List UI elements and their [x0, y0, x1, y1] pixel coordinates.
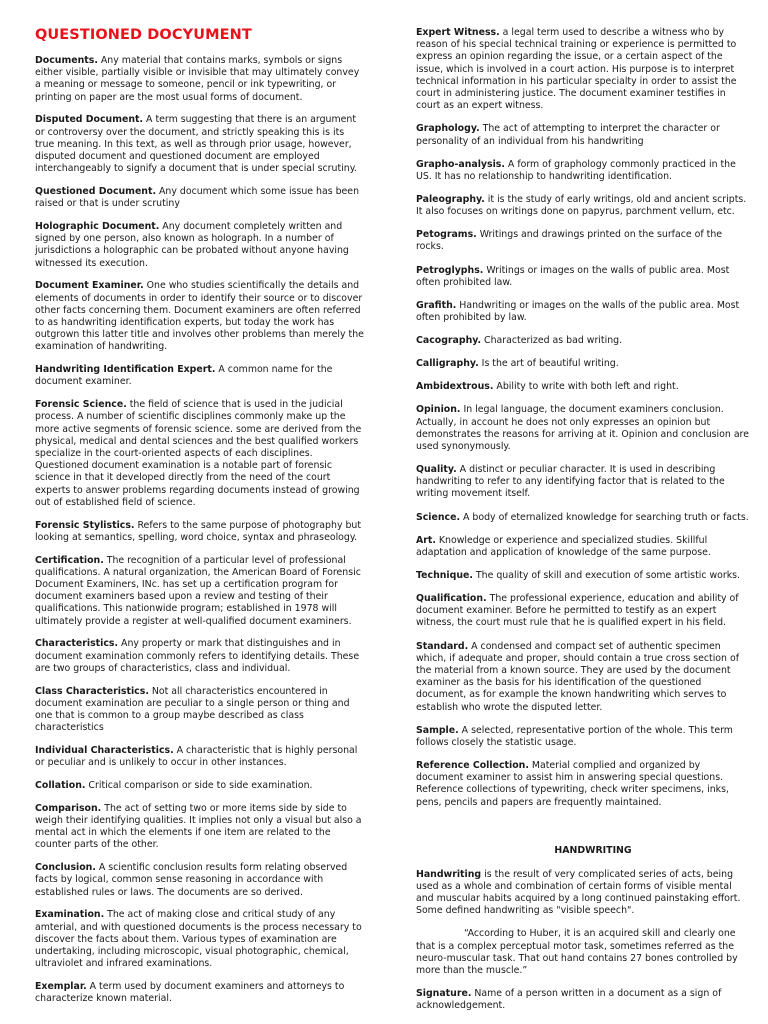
- definition-entry: [35, 803, 365, 852]
- definition-term: Questioned Document.: [35, 186, 157, 198]
- definition-text: Knowledge or experience and specialized studies. Skillful adaptation and application of knowledge of the same purpose.: [416, 534, 711, 558]
- definition-entry: [35, 981, 365, 1005]
- definition-text: Material complied and organized by document examiner to assist him in answering special questions. Reference collections of typewriting, check writer specimens, inks, pens, pencils and papers are frequently maintained.: [416, 759, 729, 808]
- definition-entry: [416, 194, 750, 218]
- definition-entry: [416, 229, 750, 253]
- definition-entry: [35, 638, 365, 675]
- definition-term: Signature.: [416, 988, 472, 1000]
- spacer: [416, 820, 750, 839]
- definition-entry: [416, 512, 750, 524]
- definition-text: Any material that contains marks, symbols or signs either visible, partially visible or invisible that may ultimately convey a meaning or message to someone, pencil or ink typewriting, or printing on paper are the most usual forms of document.: [35, 55, 360, 103]
- definition-term: Forensic Science.: [35, 399, 127, 411]
- definition-term: Characteristics.: [35, 638, 119, 650]
- definition-term: Quality.: [416, 464, 457, 476]
- definition-text: Refers to the same purpose of photography but looking at semantics, spelling, word choice, syntax and phraseology.: [35, 519, 362, 543]
- definition-text: Any property or mark that distinguishes and in document examination commonly refers to identifying details. These are two groups of characteristics, class and individual.: [35, 638, 360, 674]
- definition-entry: [416, 123, 750, 147]
- definition-term: Ambidextrous.: [416, 381, 494, 393]
- definition-term: Class Characteristics.: [35, 685, 149, 697]
- definition-text: Handwriting or images on the walls of the public area. Most often prohibited by law.: [416, 299, 740, 323]
- right-column: [416, 27, 750, 1023]
- definition-text: A term used by document examiners and attorneys to characterize known material.: [35, 981, 345, 1005]
- definition-entry: [35, 686, 365, 735]
- definition-text: The professional experience, education and ability of document examiner. Before he permitted to testify as an expert witness, the court must rule that he is qualified expert in his field.: [416, 593, 739, 629]
- left-entries: [35, 55, 365, 1006]
- definition-text: The act of making close and critical study of any amterial, and with questioned documents is the process necessary to discover the facts about them. Various types of examination are undertaking, including microscopic, visual photographic, chemical, ultraviolet and infrared examinations.: [35, 909, 362, 970]
- definition-term: Reference Collection.: [416, 759, 529, 771]
- definition-entry: [416, 535, 750, 559]
- definition-entry: [416, 358, 750, 370]
- definition-text: Name of a person written in a document as a sign of acknowledgement.: [416, 988, 722, 1012]
- definition-text: A body of eternalized knowledge for searching truth or facts.: [460, 511, 749, 523]
- definition-text: Characterized as bad writing.: [481, 335, 623, 347]
- definition-entry: [35, 364, 365, 388]
- definition-term: Opinion.: [416, 404, 461, 416]
- definition-entry: [416, 300, 750, 324]
- definition-text: Not all characteristics encountered in document examination are peculiar to a single person or thing and one that is common to a group maybe described as class characteristics: [35, 685, 350, 734]
- definition-entry: [416, 641, 750, 714]
- definition-term: Certification.: [35, 554, 104, 566]
- definition-entry: [416, 760, 750, 809]
- definition-text: Is the art of beautiful writing.: [478, 358, 619, 370]
- definition-text: One who studies scientifically the details and elements of documents in order to identify their source or to discover other facts concerning them. Document examiners are often referred to as handwriting identification experts, but today the work has outgrown this latter title and involves other problems than merely the examination of handwriting.: [35, 280, 364, 353]
- definition-text: Any document which some issue has been raised or that is under scrutiny: [35, 186, 360, 210]
- definition-term: Cacography.: [416, 335, 482, 347]
- definition-term: Science.: [416, 511, 461, 523]
- definition-entry: [35, 555, 365, 628]
- definition-entry: [35, 745, 365, 769]
- definition-entry: [35, 221, 365, 270]
- definition-text: A term suggesting that there is an argument or controversy over the document, and strictly speaking this is its true meaning. In this text, as well as through prior usage, however, disputed document and questioned document are employed interchangeably to signify a document that is under special scrutiny.: [35, 114, 357, 175]
- definition-text: The act of attempting to interpret the character or personality of an individual from his handwriting: [416, 123, 720, 147]
- definition-entry: [416, 27, 750, 112]
- definition-text: A distinct or peculiar character. It is used in describing handwriting to refer to any identifying factor that is related to the writing movement itself.: [416, 464, 725, 500]
- definition-term: Comparison.: [35, 802, 102, 814]
- page-title: QUESTIONED DOCYUMENT: [35, 27, 252, 43]
- definition-text: Any document completely written and signed by one person, also known as holograph. In a number of jurisdictions a holographic can be probated without anyone having witnessed its execution.: [35, 221, 349, 269]
- definition-text: A common name for the document examiner.: [35, 364, 333, 388]
- definition-term: Disputed Document.: [35, 114, 144, 126]
- definition-entry: [35, 55, 365, 104]
- definition-text: the field of science that is used in the judicial process. A number of scientific disciplines commonly make up the more active segments of forensic science. some are derived from the physical, medical and dental sciences and the best qualified workers specialize in the court-oriented aspects of each disciplines. Questioned document examination is a notable part of forensic science in that it developed directly from the need of the court experts to answer problems regarding documents instead of growing out of established field of science.: [35, 399, 362, 508]
- definition-text: Writings or images on the walls of public area. Most often prohibited law.: [416, 264, 730, 288]
- definition-entry: [416, 335, 750, 347]
- definition-term: Standard.: [416, 640, 469, 652]
- definition-term: Document Examiner.: [35, 280, 144, 292]
- definition-term: Graphology.: [416, 123, 480, 135]
- definition-text: The act of setting two or more items side by side to weigh their identifying qualities. It implies not only a visual but also a mental act in which the elements if one item are related to the counter parts of the other.: [35, 802, 362, 851]
- definition-term: Collation.: [35, 780, 86, 792]
- huber-quote: “According to Huber, it is an acquired skill and clearly one that is a complex perceptual motor task, sometimes referred as the neuro-muscular task. That out hand contains 27 bones controlled by more than the muscle.”: [416, 928, 738, 976]
- definition-entry: [416, 381, 750, 393]
- section-heading-handwriting: HANDWRITING: [554, 844, 632, 856]
- definition-text: The recognition of a particular level of professional qualifications. A natural organization, the American Board of Forensic Document Examiners, INc. has set up a certification program for document examiners based upon a review and testing of their qualifications. This nationwide program; established in 1978 will ultimately provide a register at well-qualified document examiners.: [35, 554, 361, 627]
- definition-term: Holographic Document.: [35, 221, 160, 233]
- definition-term: Calligraphy.: [416, 358, 479, 370]
- definition-entry-handwriting: [416, 869, 750, 918]
- definition-entry: [416, 570, 750, 582]
- definition-entry: [35, 780, 365, 792]
- definition-term: Grapho-analysis.: [416, 158, 505, 170]
- definition-term: Individual Characteristics.: [35, 745, 174, 757]
- definition-term: Exemplar.: [35, 981, 87, 993]
- definition-term: Handwriting: [416, 868, 482, 880]
- definition-entry: [416, 593, 750, 630]
- definition-entry: [35, 520, 365, 544]
- definition-term: Conclusion.: [35, 862, 96, 874]
- definition-entry: [35, 280, 365, 353]
- definition-text: Writings and drawings printed on the surface of the rocks.: [416, 229, 723, 253]
- definition-entry: [416, 404, 750, 453]
- definition-text: A condensed and compact set of authentic specimen which, if adequate and proper, should contain a true cross section of the material from a known source. They are used by the document examiner as the basis for his identification of the questioned document, as for example the known handwriting which serves to establish who wrote the disputed letter.: [416, 640, 739, 713]
- definition-entry: [35, 862, 365, 899]
- definition-term: Grafith.: [416, 299, 457, 311]
- definition-entry: [35, 399, 365, 509]
- definition-text: A form of graphology commonly practiced in the US. It has no relationship to handwriting identification.: [416, 158, 736, 182]
- definition-term: Art.: [416, 534, 436, 546]
- definition-term: Handwriting Identification Expert.: [35, 364, 216, 376]
- definition-entry: [416, 159, 750, 183]
- definition-entry: [416, 725, 750, 749]
- definition-entry: [35, 909, 365, 970]
- definition-text: A scientific conclusion results form relating observed facts by logical, common sense reasoning in accordance with established rules or laws. The documents are so derived.: [35, 862, 348, 898]
- definition-entry: [35, 114, 365, 175]
- definition-term: Technique.: [416, 569, 473, 581]
- definition-text: The quality of skill and execution of some artistic works.: [472, 569, 741, 581]
- definition-text: A characteristic that is highly personal or peculiar and is unlikely to occur in other instances.: [35, 745, 358, 769]
- definition-text: is the result of very complicated series of acts, being used as a whole and combination of certain forms of visible mental and muscular habits acquired by a long continued painstaking effort. Some defined handwriting as "visible speech".: [416, 868, 741, 917]
- definition-term: Expert Witness.: [416, 27, 500, 38]
- left-column: [35, 27, 365, 1016]
- definition-term: Examination.: [35, 909, 105, 921]
- definition-entry: [416, 464, 750, 501]
- definition-text: Ability to write with both left and right.: [493, 381, 679, 393]
- right-entries: [416, 27, 750, 809]
- definition-text: it is the study of early writings, old and ancient scripts. It also focuses on writings done on papyrus, parchment vellum, etc.: [416, 193, 747, 218]
- definition-entry: [416, 265, 750, 289]
- definition-text: A selected, representative portion of the whole. This term follows closely the statistic usage.: [416, 724, 733, 748]
- definition-term: Paleography.: [416, 193, 485, 205]
- definition-text: Critical comparison or side to side examination.: [85, 780, 313, 792]
- definition-term: Forensic Stylistics.: [35, 519, 135, 531]
- definition-term: Qualification.: [416, 593, 487, 605]
- definition-term: Petograms.: [416, 229, 477, 241]
- definition-term: Petroglyphs.: [416, 264, 484, 276]
- definition-entry-signature: [416, 988, 750, 1012]
- definition-text: In legal language, the document examiners conclusion. Actually, in account he does not only expresses an opinion but demonstrates the reasons for arriving at it. Opinion and conclusion are used synonymously.: [416, 404, 749, 452]
- definition-term: Documents.: [35, 55, 98, 66]
- definition-term: Sample.: [416, 724, 459, 736]
- definition-text: a legal term used to describe a witness who by reason of his special technical training or experience is permitted to express an opinion regarding the issue, or a certain aspect of the issue, which is involved in a court action. His purpose is to interpret technical information in his particular specialty in order to assist the court in administering justice. The document examiner testifies in court as an expert witness.: [416, 27, 737, 112]
- definition-entry: [35, 186, 365, 210]
